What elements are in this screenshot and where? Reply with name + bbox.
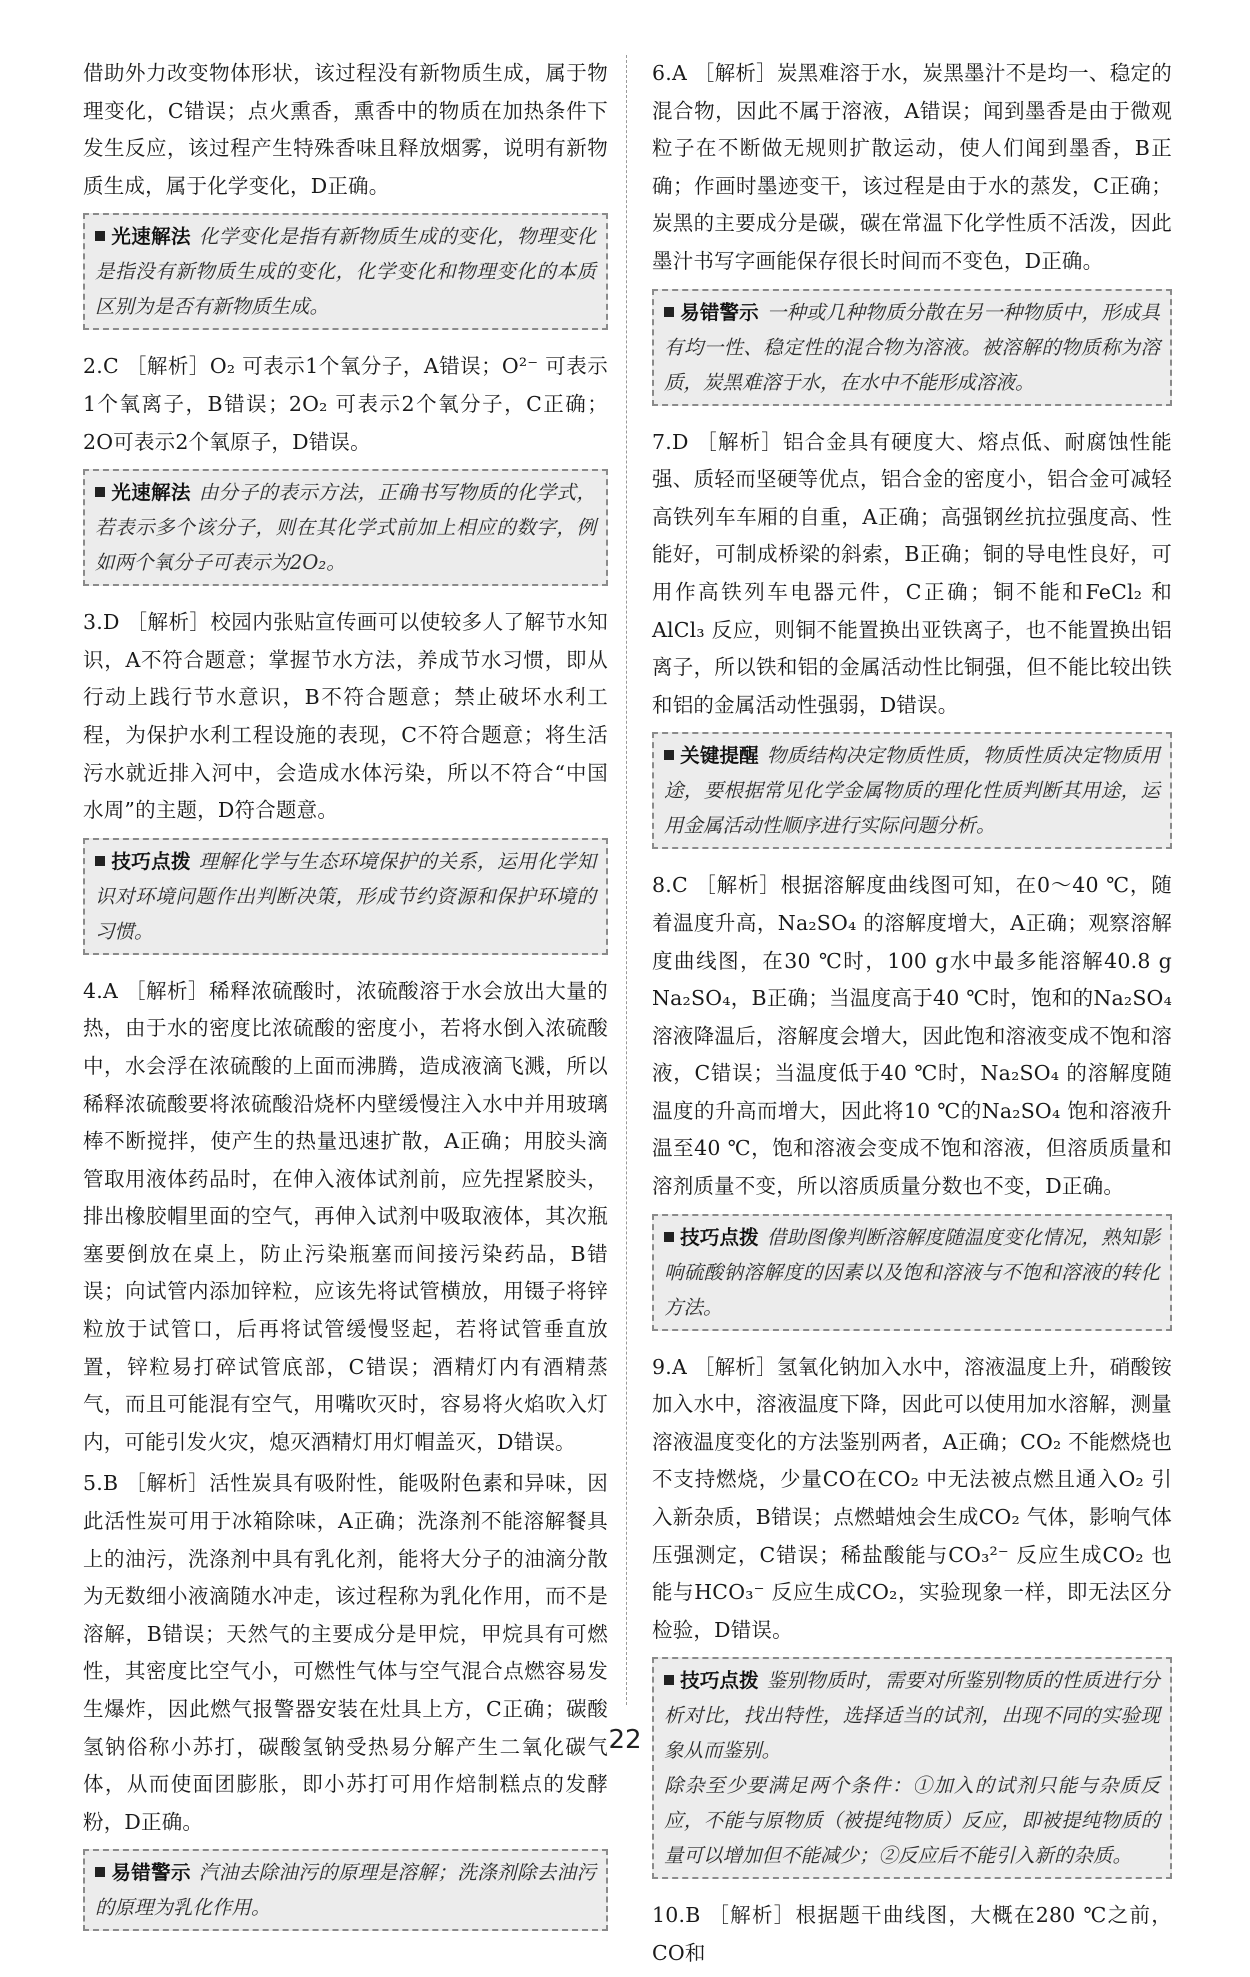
answer-9: 9.A ［解析］氢氧化钠加入水中，溶液温度上升，硝酸铵加入水中，溶液温度下降，因此可以使用加水溶解，测量溶液温度变化的方法鉴别两者，A正确；CO₂ 不能燃烧也不支持燃烧，少量CO在CO₂ 中无法被点燃且通入O₂ 引入新杂质，B错误；点燃蜡烛会生成CO₂ 气体，影响气体压强测定，C错误；稀盐酸能与CO₃²⁻ 反应生成CO₂ 也能与HCO₃⁻ 反应生成CO₂，实验现象一样，即无法区分检验，D错误。 bbox=[652, 1354, 1172, 1642]
tip-box-8 bbox=[652, 1214, 1172, 1331]
tip-text: 物质结构决定物质性质，物质性质决定物质用途，要根据常见化学金属物质的理化性质判断其用途，运用金属活动性顺序进行实际问题分析。 bbox=[664, 744, 1160, 838]
bullet-square-icon bbox=[664, 1675, 674, 1685]
page-number: 22 bbox=[608, 1725, 642, 1755]
tip-tag: 关键提醒 bbox=[664, 744, 759, 767]
tip-box-5 bbox=[83, 1849, 608, 1931]
tip-tag: 技巧点拨 bbox=[664, 1226, 759, 1249]
bullet-square-icon bbox=[664, 750, 674, 760]
answer-8: 8.C ［解析］根据溶解度曲线图可知，在0～40 ℃，随着温度升高，Na₂SO₄ 的溶解度增大，A正确；观察溶解度曲线图，在30 ℃时，100 g水中最多能溶解40.8 g Na₂SO₄，B正确；当温度高于40 ℃时，饱和的Na₂SO₄ 溶液降温后，溶解度会增大，因此饱和溶液变成不饱和溶液，C错误；当温度低于40 ℃时，Na₂SO₄ 的溶解度随温度的升高而增大，因此将10 ℃的Na₂SO₄ 饱和溶液升温至40 ℃，饱和溶液会变成不饱和溶液，但溶质质量和溶剂质量不变，所以溶质质量分数也不变，D正确。 bbox=[652, 873, 1172, 1199]
answer-6: 6.A ［解析］炭黑难溶于水，炭黑墨汁不是均一、稳定的混合物，因此不属于溶液，A错误；闻到墨香是由于微观粒子在不断做无规则扩散运动，使人们闻到墨香，B正确；作画时墨迹变干，该过程是由于水的蒸发，C正确；炭黑的主要成分是碳，碳在常温下化学性质不活泼，因此墨汁书写字画能保存很长时间而不变色，D正确。 bbox=[652, 61, 1172, 273]
tip-box-3 bbox=[83, 838, 608, 955]
bullet-square-icon bbox=[95, 487, 105, 497]
tip-tag: 易错警示 bbox=[664, 301, 759, 324]
tip-text: 化学变化是指有新物质生成的变化，物理变化是指没有新物质生成的变化，化学变化和物理变化的本质区别为是否有新物质生成。 bbox=[95, 225, 596, 319]
tip-tag: 技巧点拨 bbox=[664, 1669, 759, 1692]
bullet-square-icon bbox=[664, 307, 674, 317]
answer-4: 4.A ［解析］稀释浓硫酸时，浓硫酸溶于水会放出大量的热，由于水的密度比浓硫酸的密度小，若将水倒入浓硫酸中，水会浮在浓硫酸的上面而沸腾，造成液滴飞溅，所以稀释浓硫酸要将浓硫酸沿烧杯内壁缓慢注入水中并用玻璃棒不断搅拌，使产生的热量迅速扩散，A正确；用胶头滴管取用液体药品时，在伸入液体试剂前，应先捏紧胶头，排出橡胶帽里面的空气，再伸入试剂中吸取液体，其次瓶塞要倒放在桌上，防止污染瓶塞而间接污染药品，B错误；向试管内添加锌粒，应该先将试管横放，用镊子将锌粒放于试管口，后再将试管缓慢竖起，若将试管垂直放置，锌粒易打碎试管底部，C错误；酒精灯内有酒精蒸气，而且可能混有空气，用嘴吹灭时，容易将火焰吹入灯内，可能引发火灾，熄灭酒精灯用灯帽盖灭，D错误。 bbox=[83, 978, 608, 1454]
tip-tag: 技巧点拨 bbox=[95, 850, 191, 873]
bullet-square-icon bbox=[95, 231, 105, 241]
tip-box-2 bbox=[83, 469, 608, 586]
tip-text: 一种或几种物质分散在另一种物质中，形成具有均一性、稳定性的混合物为溶液。被溶解的物质称为溶质，炭黑难溶于水，在水中不能形成溶液。 bbox=[664, 300, 1160, 394]
tip-box-1 bbox=[83, 213, 608, 330]
tip-text: 鉴别物质时，需要对所鉴别物质的性质进行分析对比，找出特性，选择适当的试剂，出现不同的实验现象从而鉴别。 bbox=[664, 1669, 1160, 1763]
tip-text: 汽油去除油污的原理是溶解；洗涤剂除去油污的原理为乳化作用。 bbox=[95, 1861, 596, 1920]
tip-tag: 光速解法 bbox=[95, 225, 191, 248]
answer-5: 5.B ［解析］活性炭具有吸附性，能吸附色素和异味，因此活性炭可用于冰箱除味，A正确；洗涤剂不能溶解餐具上的油污，洗涤剂中具有乳化剂，能将大分子的油滴分散为无数细小液滴随水冲走，该过程称为乳化作用，而不是溶解，B错误；天然气的主要成分是甲烷，甲烷具有可燃性，其密度比空气小，可燃性气体与空气混合点燃容易发生爆炸，因此燃气报警器安装在灶具上方，C正确；碳酸氢钠俗称小苏打，碳酸氢钠受热易分解产生二氧化碳气体，从而使面团膨胀，即小苏打可用作焙制糕点的发酵粉，D正确。 bbox=[83, 1471, 608, 1834]
answer-2: 2.C ［解析］O₂ 可表示1个氧分子，A错误；O²⁻ 可表示1个氧离子，B错误；2O₂ 可表示2个氧分子，C正确；2O可表示2个氧原子，D错误。 bbox=[83, 354, 608, 454]
tip-box-7 bbox=[652, 732, 1172, 849]
bullet-square-icon bbox=[95, 856, 105, 866]
tip-box-9 bbox=[652, 1657, 1172, 1879]
tip-tag: 光速解法 bbox=[95, 481, 191, 504]
tip-text: 由分子的表示方法，正确书写物质的化学式，若表示多个该分子，则在其化学式前加上相应的数字，例如两个氧分子可表示为2O₂。 bbox=[95, 481, 596, 575]
left-column bbox=[83, 55, 608, 1949]
column-divider bbox=[626, 55, 627, 1705]
tip-box-6 bbox=[652, 289, 1172, 406]
answer-1-continued: 借助外力改变物体形状，该过程没有新物质生成，属于物理变化，C错误；点火熏香，熏香中的物质在加热条件下发生反应，该过程产生特殊香味且释放烟雾，说明有新物质生成，属于化学变化，D正确。 bbox=[83, 61, 608, 198]
answer-3: 3.D ［解析］校园内张贴宣传画可以使较多人了解节水知识，A不符合题意；掌握节水方法，养成节水习惯，即从行动上践行节水意识，B不符合题意；禁止破坏水利工程，为保护水利工程设施的表现，C不符合题意；将生活污水就近排入河中，会造成水体污染，所以不符合“中国水周”的主题，D符合题意。 bbox=[83, 610, 608, 823]
answer-7: 7.D ［解析］铝合金具有硬度大、熔点低、耐腐蚀性能强、质轻而坚硬等优点，铝合金的密度小，铝合金可减轻高铁列车车厢的自重，A正确；高强钢丝抗拉强度高、性能好，可制成桥梁的斜索，B正确；铜的导电性良好，可用作高铁列车电器元件，C正确；铜不能和FeCl₂ 和AlCl₃ 反应，则铜不能置换出亚铁离子，也不能置换出铝离子，所以铁和铝的金属活动性比铜强，但不能比较出铁和铝的金属活动性强弱，D错误。 bbox=[652, 429, 1172, 717]
tip-text: 理解化学与生态环境保护的关系，运用化学知识对环境问题作出判断决策，形成节约资源和保护环境的习惯。 bbox=[95, 849, 596, 943]
tip-text-2: 除杂至少要满足两个条件：①加入的试剂只能与杂质反应，不能与原物质（被提纯物质）反应，即被提纯物质的量可以增加但不能减少；②反应后不能引入新的杂质。 bbox=[664, 1774, 1160, 1868]
tip-text: 借助图像判断溶解度随温度变化情况，熟知影响硫酸钠溶解度的因素以及饱和溶液与不饱和溶液的转化方法。 bbox=[664, 1225, 1160, 1319]
bullet-square-icon bbox=[95, 1867, 105, 1877]
tip-tag: 易错警示 bbox=[95, 1861, 191, 1884]
right-column bbox=[652, 55, 1172, 1977]
bullet-square-icon bbox=[664, 1232, 674, 1242]
answer-10: 10.B ［解析］根据题干曲线图，大概在280 ℃之前，CO和 bbox=[652, 1903, 1172, 1965]
